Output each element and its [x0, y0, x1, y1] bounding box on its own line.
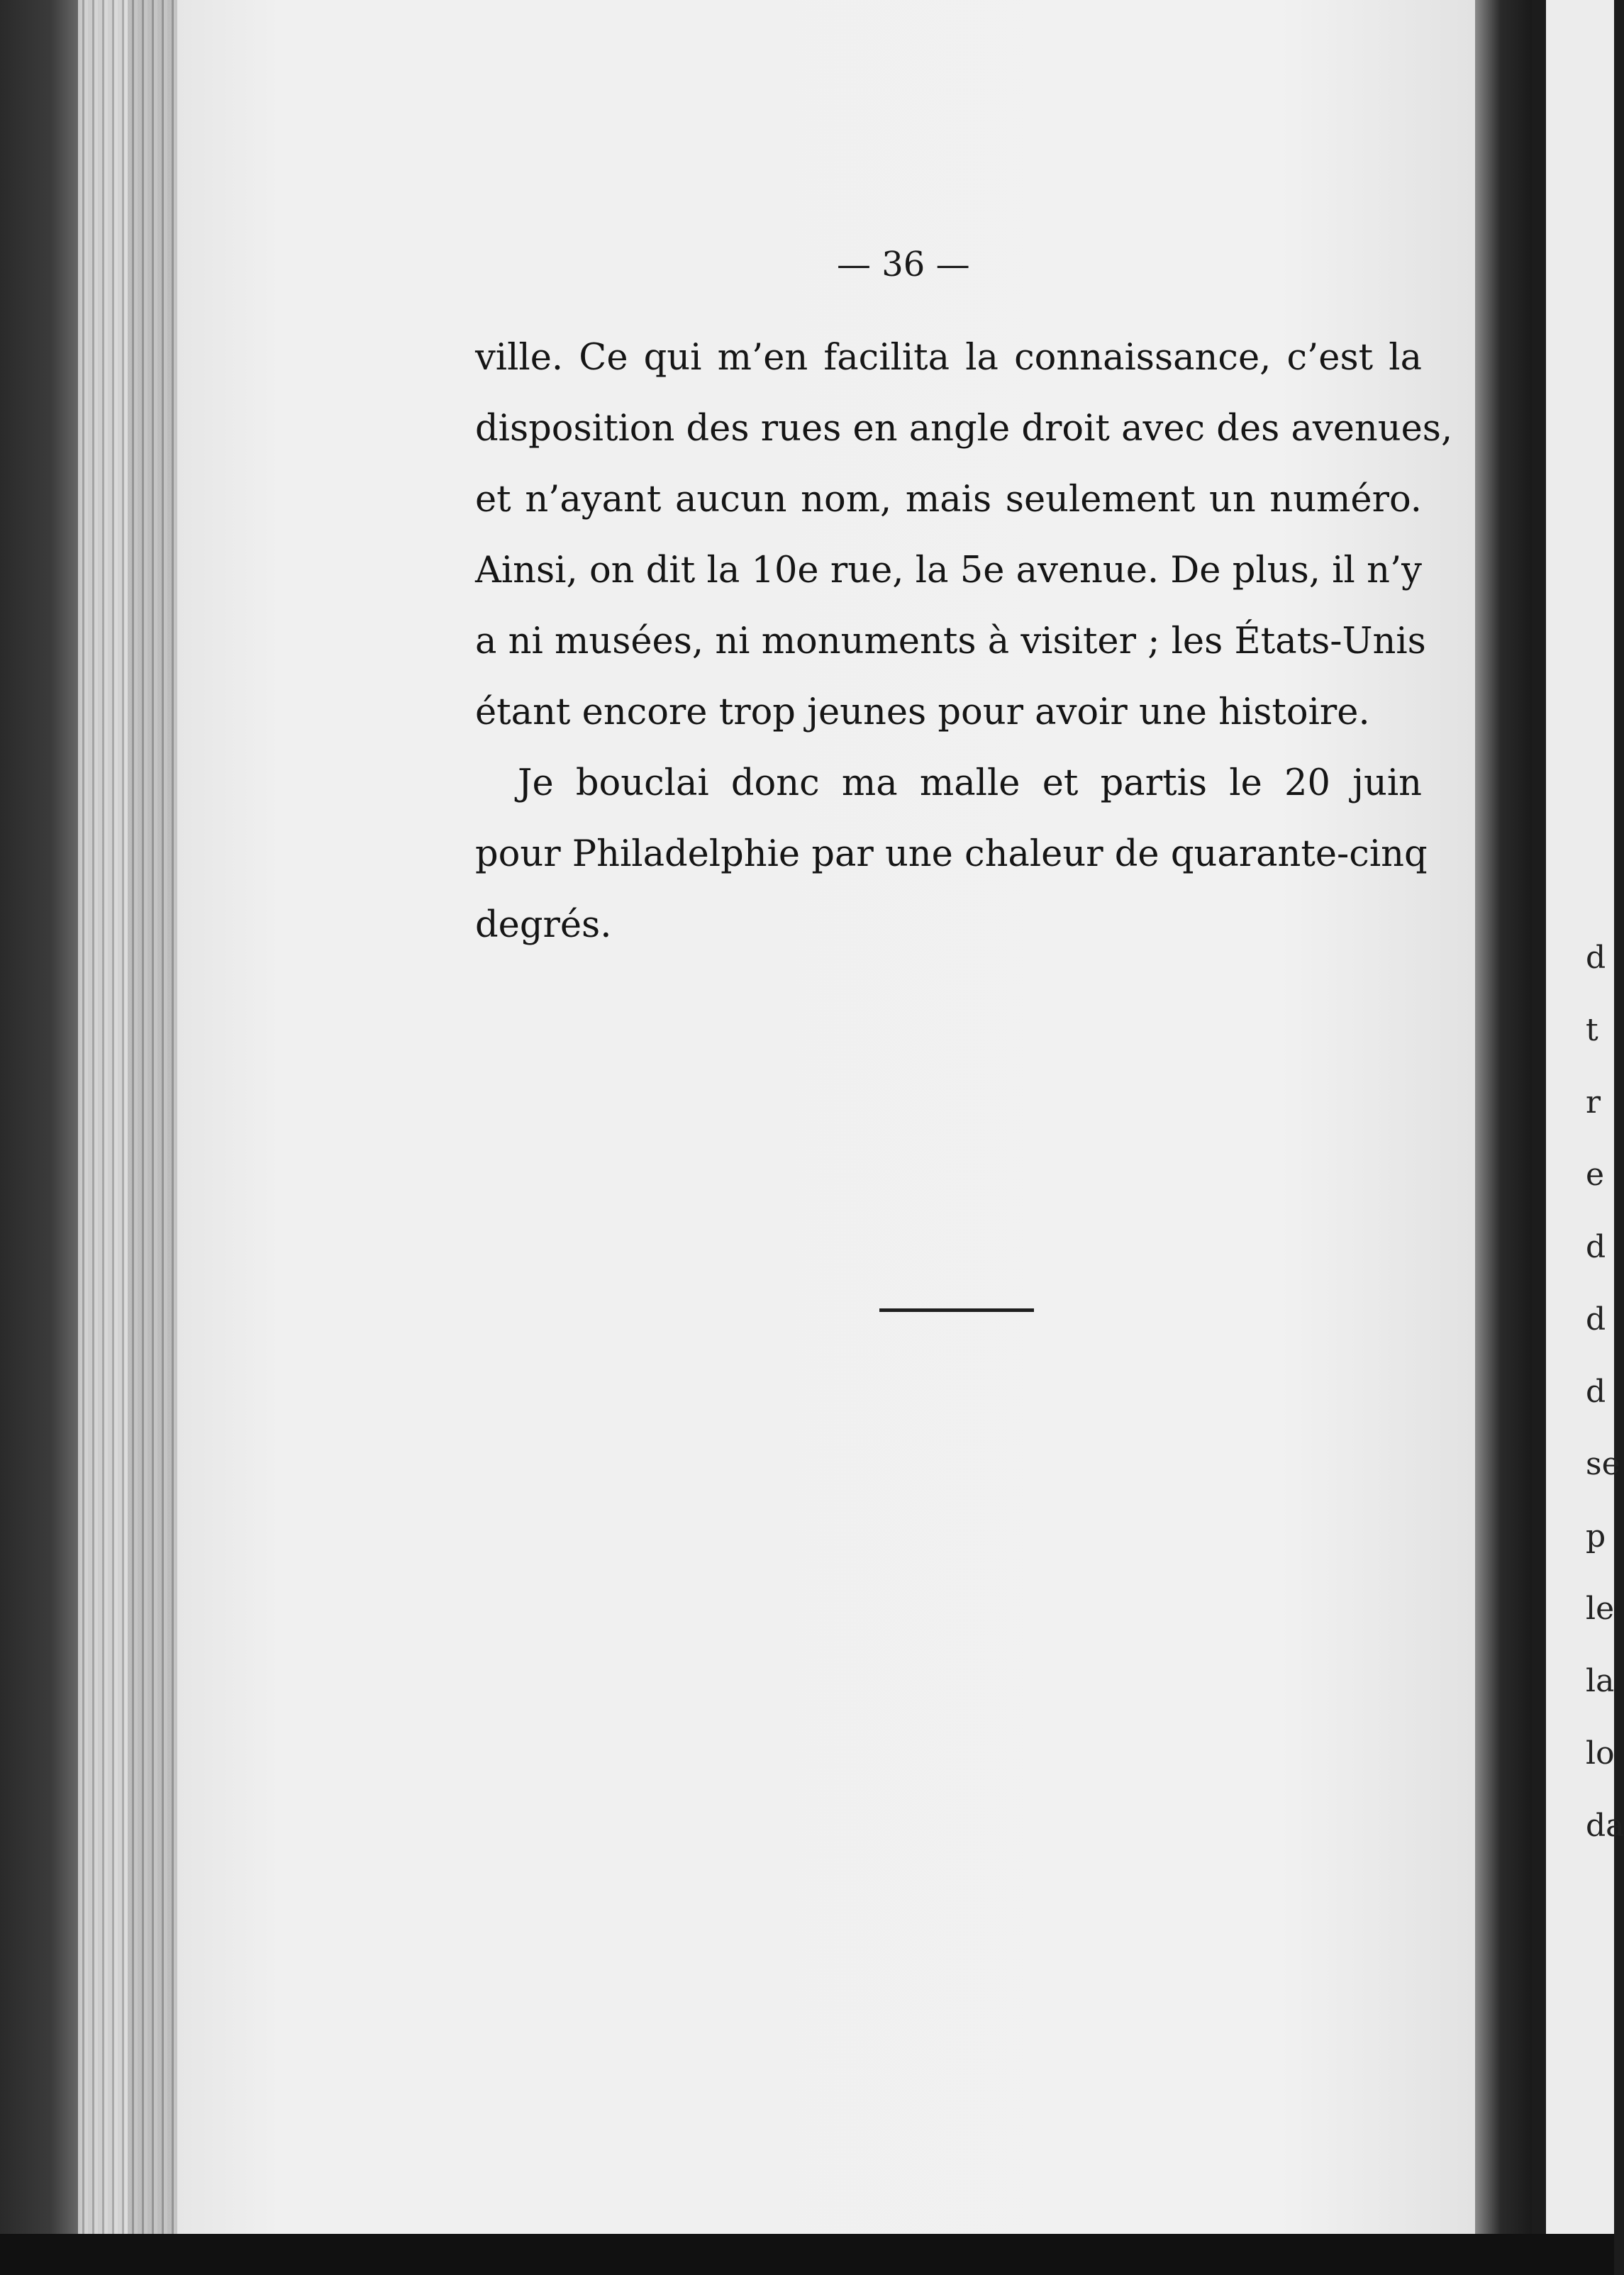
text-line: disposition des rues en angle droit avec des avenues,: [475, 408, 1453, 450]
fragment: d: [1586, 940, 1606, 976]
adjacent-page-fragments: [1586, 922, 1624, 1862]
fragment: da: [1586, 1808, 1624, 1844]
fragment: le: [1586, 1591, 1615, 1627]
text-line: et n’ayant aucun nom, mais seulement un numéro.: [475, 479, 1422, 521]
scan-border: [0, 2234, 1614, 2275]
text-line: ville. Ce qui m’en facilita la connaissance, c’est la: [475, 337, 1422, 379]
fragment: p: [1586, 1518, 1606, 1554]
fragment: d: [1586, 1301, 1606, 1337]
fragment: se: [1586, 1446, 1620, 1482]
text-line: a ni musées, ni monuments à visiter ; les États-Unis: [475, 621, 1426, 662]
fragment: t: [1586, 1012, 1598, 1048]
text-line: pour Philadelphie par une chaleur de quarante-cinq: [475, 833, 1428, 875]
text-line: Ainsi, on dit la 10e rue, la 5e avenue. De plus, il n’y: [475, 550, 1422, 591]
text-line: degrés.: [475, 904, 612, 946]
paragraph: [475, 748, 1428, 961]
page-number: — 36 —: [837, 245, 970, 284]
page-edges: [78, 0, 191, 2275]
paragraph: [475, 323, 1453, 748]
fragment: d: [1586, 1229, 1606, 1265]
fragment: e: [1586, 1157, 1605, 1193]
text-line: étant encore trop jeunes pour avoir une histoire.: [475, 691, 1370, 733]
fragment: lo: [1586, 1735, 1615, 1771]
text-line: Je bouclai donc ma malle et partis le 20 juin: [518, 762, 1422, 804]
fragment: d: [1586, 1374, 1606, 1410]
fragment: la: [1586, 1663, 1615, 1699]
book-gutter: [1475, 0, 1532, 2275]
body-text: [475, 323, 1453, 961]
fragment: r: [1586, 1084, 1601, 1120]
section-separator: [879, 1308, 1034, 1312]
